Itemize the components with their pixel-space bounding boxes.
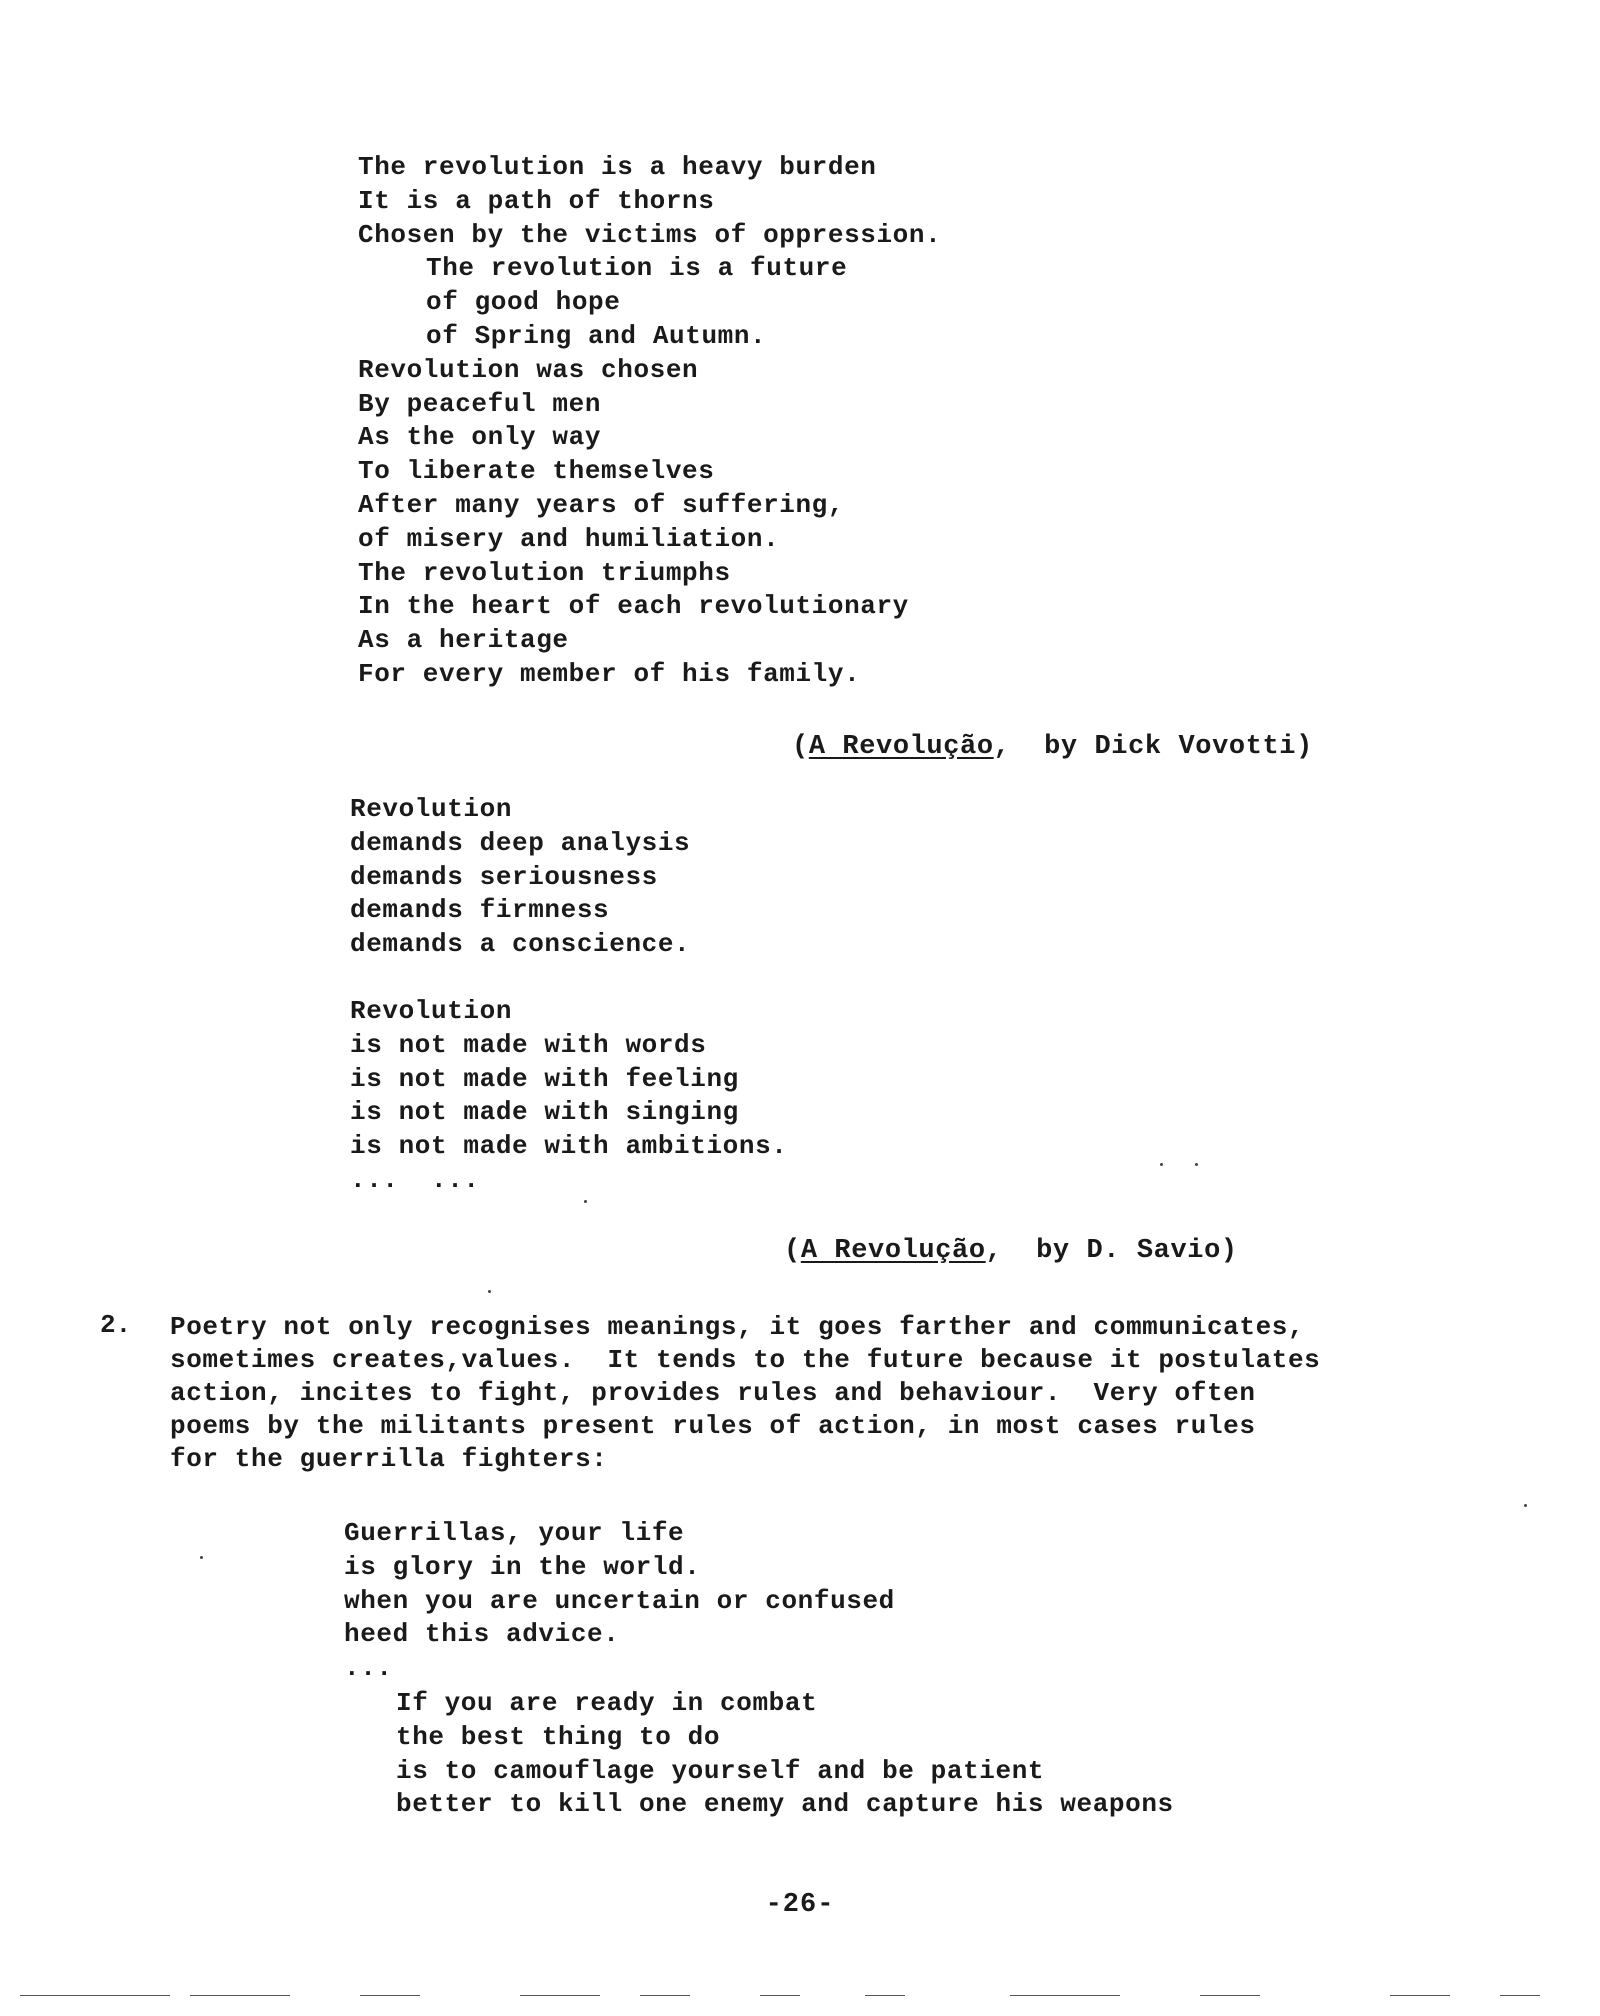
scan-rule-divider (20, 1995, 170, 1996)
poem-line: of misery and humiliation. (358, 523, 780, 554)
poem-line: Guerrillas, your life (344, 1518, 685, 1548)
poem-line: is not made with ambitions. (350, 1131, 788, 1162)
poem-line: It is a path of thorns (358, 185, 715, 216)
caption-open-paren: ( (792, 732, 809, 762)
paragraph-body (170, 1310, 1530, 1475)
poem-line: For every member of his family. (358, 658, 861, 689)
poem-line: the best thing to do (396, 1721, 721, 1752)
poem-line: is not made with singing (350, 1097, 739, 1128)
poem-guerrillas-stanza-1 (344, 1516, 895, 1685)
poem-line: heed this advice. (344, 1619, 620, 1650)
poem-line: Revolution (350, 996, 513, 1026)
scan-rule-divider (190, 1995, 290, 1996)
scan-rule-divider (1200, 1995, 1260, 1996)
scan-speck (1195, 1163, 1198, 1166)
poem-line: Chosen by the victims of oppression. (358, 219, 942, 250)
poem-attribution (792, 730, 1313, 764)
poem-title: A Revolução (800, 1236, 986, 1266)
poem-line: is glory in the world. (344, 1551, 701, 1582)
paragraph-line: poems by the militants present rules of action, in most cases rules (170, 1411, 1256, 1441)
poem-ellipsis: ... (344, 1653, 393, 1684)
poem-line: demands seriousness (350, 861, 658, 892)
poem-title: A Revolução (808, 732, 994, 762)
poem-line: After many years of suffering, (358, 489, 845, 520)
poem-line: The revolution is a future (426, 253, 848, 284)
scan-speck (488, 1290, 491, 1293)
poem-line: As a heritage (358, 625, 569, 656)
caption-open-paren: ( (784, 1236, 801, 1266)
poem-ellipsis: ... ... (350, 1164, 480, 1195)
poem-line: As the only way (358, 422, 602, 453)
poem-line: is to camouflage yourself and be patient (396, 1755, 1045, 1786)
scan-speck (584, 1200, 587, 1203)
poem-line: The revolution is a heavy burden (358, 152, 877, 182)
poem-line: of Spring and Autumn. (426, 320, 767, 351)
scan-rule-divider (360, 1995, 420, 1996)
poem-line: better to kill one enemy and capture his weapons (396, 1789, 1174, 1820)
poem-line: of good hope (426, 287, 621, 318)
poem-revolution-vovotti (358, 150, 941, 691)
paragraph-number: 2. (100, 1310, 132, 1340)
scan-rule-divider (1500, 1995, 1540, 1996)
scan-speck (1160, 1163, 1163, 1166)
paragraph-line: for the guerrilla fighters: (170, 1444, 608, 1474)
paragraph-line: sometimes creates,values. It tends to the future because it postulates (170, 1345, 1321, 1375)
scan-rule-divider (760, 1995, 800, 1996)
page-number: -26- (765, 1890, 835, 1920)
poem-guerrillas-stanza-2 (396, 1686, 1174, 1821)
poem-line: is not made with words (350, 1029, 707, 1060)
scan-rule-divider (1390, 1995, 1450, 1996)
poem-author: , by D. Savio) (985, 1236, 1238, 1266)
poem-attribution (784, 1234, 1238, 1268)
poem-line: when you are uncertain or confused (344, 1585, 895, 1616)
scan-speck (200, 1556, 203, 1559)
poem-revolution-savio-stanza-1 (350, 792, 690, 961)
poem-line: The revolution triumphs (358, 557, 731, 588)
poem-revolution-savio-stanza-2 (350, 994, 787, 1197)
poem-line: In the heart of each revolutionary (358, 591, 909, 622)
scan-rule-divider (1010, 1995, 1120, 1996)
scan-speck (1524, 1504, 1527, 1507)
poem-line: By peaceful men (358, 388, 602, 419)
scan-rule-divider (640, 1995, 690, 1996)
poem-line: Revolution (350, 794, 513, 824)
poem-line: demands a conscience. (350, 929, 691, 960)
scan-rule-divider (865, 1995, 905, 1996)
poem-line: is not made with feeling (350, 1063, 739, 1094)
poem-line: To liberate themselves (358, 456, 715, 487)
poem-line: demands firmness (350, 895, 610, 926)
poem-author: , by Dick Vovotti) (993, 732, 1313, 762)
poem-line: demands deep analysis (350, 827, 691, 858)
paragraph-line: action, incites to fight, provides rules and behaviour. Very often (170, 1378, 1256, 1408)
scan-rule-divider (520, 1995, 600, 1996)
paragraph-line: Poetry not only recognises meanings, it goes farther and communicates, (170, 1312, 1305, 1342)
poem-line: Revolution was chosen (358, 354, 699, 385)
poem-line: If you are ready in combat (396, 1688, 818, 1718)
